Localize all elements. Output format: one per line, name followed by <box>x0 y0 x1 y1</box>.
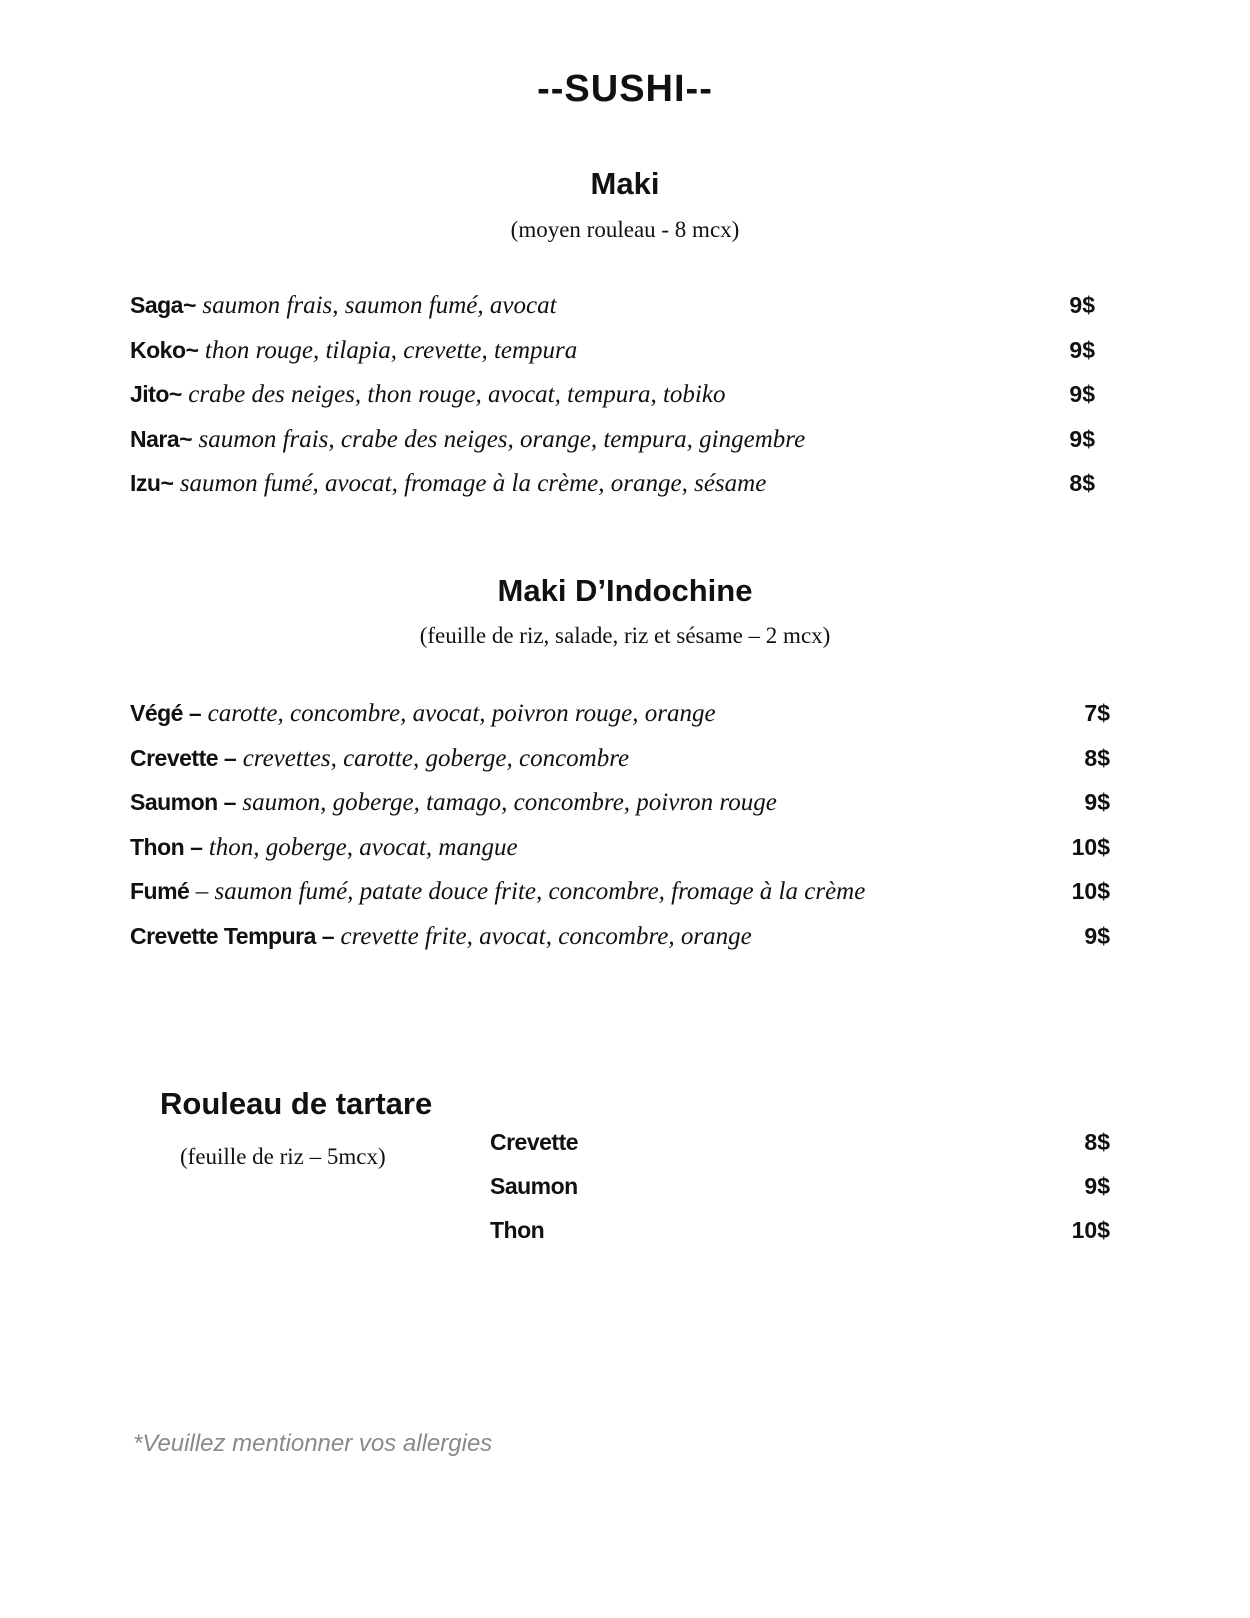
tartare-section-title: Rouleau de tartare <box>160 1086 433 1121</box>
item-name: Jito~ <box>130 381 182 407</box>
item-price: 10$ <box>1071 1217 1110 1243</box>
menu-item <box>490 1127 1110 1171</box>
maki-section-subtitle: (moyen rouleau - 8 mcx) <box>510 217 740 242</box>
item-description: thon, goberge, avocat, mangue <box>208 833 518 861</box>
item-price: 8$ <box>1069 470 1095 496</box>
item-price: 9$ <box>1084 789 1110 815</box>
item-name: Crevette <box>490 1129 579 1155</box>
item-name: Koko~ <box>130 336 199 363</box>
maki-item-list <box>130 290 1095 513</box>
tartare-item-list <box>490 1127 1110 1259</box>
menu-item <box>130 921 1110 966</box>
item-description: thon rouge, tilapia, crevette, tempura <box>204 336 578 364</box>
menu-item <box>490 1215 1110 1259</box>
item-description: saumon, goberge, tamago, concombre, poivron rouge <box>242 789 777 816</box>
item-price: 9$ <box>1069 336 1095 363</box>
item-description: crevettes, carotte, goberge, concombre <box>242 744 630 772</box>
item-name: Saga~ <box>130 292 196 318</box>
item-price: 10$ <box>1071 878 1110 904</box>
item-price: 9$ <box>1069 425 1095 452</box>
menu-item <box>130 787 1110 832</box>
item-description: – saumon fumé, patate douce frite, concombre, fromage à la crème <box>195 878 866 905</box>
item-name: Saumon <box>490 1173 578 1199</box>
item-name: Végé – <box>130 700 202 726</box>
item-name: Thon <box>490 1217 545 1243</box>
item-name: Crevette Tempura – <box>130 922 335 949</box>
menu-item <box>130 698 1110 743</box>
item-description: carotte, concombre, avocat, poivron rouge, orange <box>207 700 716 727</box>
menu-item <box>130 876 1110 921</box>
menu-item <box>130 468 1095 513</box>
indochine-section-title: Maki D’Indochine <box>497 573 753 608</box>
item-price: 8$ <box>1084 744 1110 771</box>
menu-item <box>130 335 1095 380</box>
item-name: Izu~ <box>130 470 174 496</box>
item-description: saumon frais, saumon fumé, avocat <box>202 292 557 319</box>
item-name: Thon – <box>130 833 203 860</box>
indochine-section-subtitle: (feuille de riz, salade, riz et sésame – 2 mcx) <box>419 623 831 648</box>
item-description: crabe des neiges, thon rouge, avocat, tempura, tobiko <box>188 381 726 408</box>
item-price: 9$ <box>1084 922 1110 949</box>
menu-item <box>130 743 1110 788</box>
item-name: Nara~ <box>130 425 193 452</box>
item-price: 9$ <box>1069 292 1095 318</box>
page-title: --SUSHI-- <box>537 68 713 110</box>
tartare-section-subtitle: (feuille de riz – 5mcx) <box>180 1144 386 1169</box>
item-price: 9$ <box>1069 381 1095 407</box>
indochine-item-list <box>130 698 1110 965</box>
item-price: 10$ <box>1071 833 1110 860</box>
allergy-footnote: *Veuillez mentionner vos allergies <box>133 1430 493 1457</box>
menu-item <box>130 832 1110 877</box>
item-name: Saumon – <box>130 789 236 815</box>
item-name: Crevette – <box>130 744 237 771</box>
item-description: saumon frais, crabe des neiges, orange, tempura, gingembre <box>198 425 806 453</box>
maki-section-title: Maki <box>590 166 660 201</box>
item-description: crevette frite, avocat, concombre, orange <box>340 922 752 950</box>
menu-item <box>130 379 1095 424</box>
item-description: saumon fumé, avocat, fromage à la crème, orange, sésame <box>179 470 767 497</box>
menu-item <box>130 290 1095 335</box>
item-price: 9$ <box>1084 1173 1110 1199</box>
item-price: 7$ <box>1084 700 1110 726</box>
item-name: Fumé <box>130 878 190 904</box>
item-price: 8$ <box>1084 1129 1110 1155</box>
menu-item <box>490 1171 1110 1215</box>
menu-item <box>130 424 1095 469</box>
